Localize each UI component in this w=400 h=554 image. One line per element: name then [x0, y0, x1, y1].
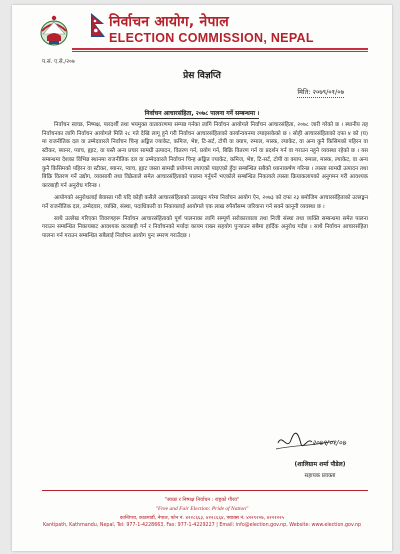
nepal-flag-icon — [91, 13, 106, 39]
footer-address: कान्तिपथ, काठमाडौं, नेपाल, फोन नं. ४२२८६६३, ४२२८६६४, फ्याक्स नं. ४२२९२२७, ४२२१२२५ — [119, 516, 285, 521]
document-date: मिति: २०७९/०१/०७ — [297, 88, 344, 96]
footer-divider — [42, 490, 368, 491]
document-body — [42, 121, 368, 244]
body-paragraph-1: निर्वाचन स्वच्छ, निष्पक्ष, पारदर्शी तथा भयमुक्त वातावरणमा सम्पन्न गर्नका लागि निर्वाचन आयोगले निर्वाचन आचारसंहिता, २०७८ जारी गरेको छ । स्थानीय तह निर्वाचनका लागि निर्वाचन आयोगले मिति २८ गते देखि लागू हुने गरी निर्वाचन आचारसंहिताको कार्यान्वयनमा ल्याइसकेको छ । सोही आचारसंहिताको दफा ४ को (घ) मा राजनीतिक दल वा उम्मेदवारले निर्वाचन चिन्ह अङ्कित ज्याकेट, कमिज, भेष्ट, टि-सर्ट, टोपी वा क्याप, रुमाल, मास्क, ल्याकेट, वा अन्य कुनै किसिमको पहिरन वा स्टीकर, ब्यानर, प्याच, ह्याट, वा यस्तै अन्य प्रचार सामग्री उत्पादन, वितरण गर्न, प्रयोग गर्न, बिक्रि वितरण गर्न वा प्रदर्शन गर्न वा गराउन नहुने व्यवस्था रहेको छ । यस सम्बन्धमा देशका विभिन्न स्थानमा राजनीतिक दल वा उम्मेदवारले निर्वाचन चिन्ह अङ्कित ज्याकेट, कमिज, भेष्ट, टि-सर्ट, टोपी वा क्याप, रुमाल, मास्क, ल्याकेट, वा अन्य कुनै किसिमको पहिरन वा स्टीकर, ब्यानर, प्याच, ह्याट जस्ता सामग्री प्रयोगमा ल्याएको पाइएको हुँदा सम्बन्धित सबैको ध्यानाकर्षण गरिन्छ । त्यस्ता सामग्री उत्पादन तथा बिक्रि वितरण गर्ने उद्योग, व्यवसायी तथा विक्रेताले समेत आचारसंहिताको पालना गर्नुपर्ने भएकोले सम्बन्धित निकायले त्यस्ता क्रियाकलापको अनुगमन गरी आवश्यक कारबाही गर्न अनुरोध गरिन्छ । — [42, 122, 368, 189]
body-paragraph-3: साथै उल्लेख गरिएका विवरणहरू निर्वाचन आचारसंहिताको पूर्ण पालनाका लागि सम्पूर्ण सरोकारवाला तथा निजी संस्था तथा व्यक्ति सम्बन्धमा समेत पालना गराउन सम्बन्धित निकायबाट आवश्यक कारबाही गर्न र निर्वाचनको मर्यादा कायम राख्न सहयोग पुर्‍याउन सबैमा हार्दिक अनुरोध गर्दछ । साथै निर्वाचन आचारसंहिता पालना गर्न गराउन सम्बन्धित सबैलाई निर्वाचन आयोग पुनः स्मरण गराउँदछ । — [42, 215, 368, 240]
document-title: प्रेस विज्ञप्ति — [183, 71, 221, 81]
body-paragraph-2: आयोगको अनुरोधलाई बेवास्ता गरी यदि कोही कसैले आचारसंहिताको उल्लङ्घन गरेमा निर्वाचन आयोग ऐन, २०७३ को दफा २३ बमोजिम आचारसंहिताको उल्लङ्घन गर्ने राजनीतिक दल, उम्मेदवार, व्यक्ति, संस्था, पदाधिकारी वा निकायलाई आयोगले एक लाख रुपैयाँसम्म जरिवाना गर्न सक्ने कानूनी व्यवस्था छ । — [42, 194, 368, 210]
header-divider — [72, 48, 368, 50]
signer-title: सहायक प्रवक्ता — [304, 473, 336, 479]
handwritten-signature — [274, 429, 348, 455]
commission-name-english: ELECTION COMMISSION, NEPAL — [109, 31, 314, 45]
footer-motto-nepali: "स्वच्छ र निष्पक्ष निर्वाचन : राष्ट्रको गौरव" — [164, 497, 240, 503]
footer-contact: Kantipath, Kathmandu, Nepal, Tel: 977-1-4228663, Fax: 977-1-4229227 | Email: info@election.gov.np, Website: www.election.gov.np — [42, 523, 362, 528]
nepal-emblem-icon — [39, 14, 69, 46]
press-release-document — [12, 5, 392, 551]
commission-name-nepali: निर्वाचन आयोग, नेपाल — [109, 14, 229, 30]
signature-date: २०७९/०१/०७ — [312, 439, 346, 447]
subject-text: निर्वाचन आचारसंहिता, २०७८ पालना गर्ने सम्बन्धमा । — [144, 110, 260, 117]
header-divider-thin — [72, 51, 368, 52]
signer-name: (शालिग्राम शर्मा पौडेल) — [294, 461, 346, 468]
reference-number: प.सं. ए.से./२०७ — [42, 59, 75, 65]
footer-motto-english: "Free and Fair Election: Pride of Nation" — [155, 506, 249, 512]
document-subject — [12, 109, 392, 117]
